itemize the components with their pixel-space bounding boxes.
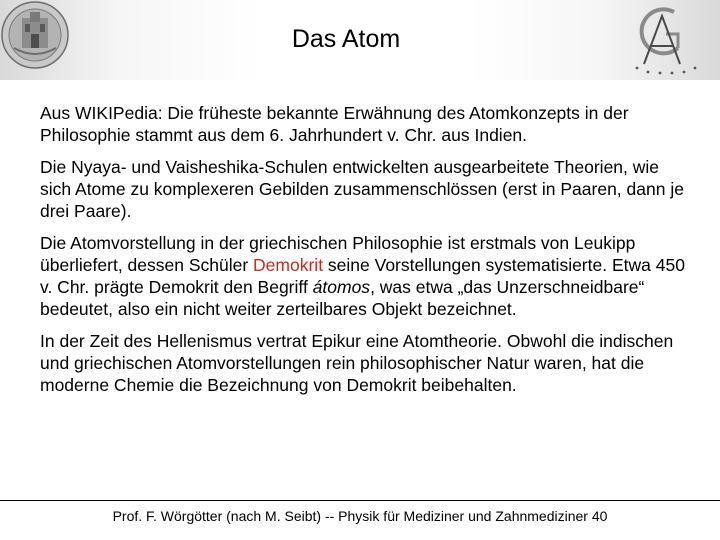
paragraph-3-text-b: seine Vorstellungen systematisierte. Etwa 450 v. Chr. prägte Demokrit den Begriff (40, 255, 685, 297)
paragraph-3-text-a: Die Atomvorstellung in der griechischen Philosophie ist erstmals von Leukipp überliefert, dessen Schüler (40, 233, 636, 275)
slide-title: Das Atom (291, 25, 401, 53)
paragraph-1: Aus WIKIPedia: Die früheste bekannte Erwähnung des Atomkonzepts in der Philosophie stammt aus dem 6. Jahrhundert v. Chr. aus Indien. (40, 103, 629, 145)
slide-body (40, 102, 690, 406)
paragraph-4: In der Zeit des Hellenismus vertrat Epikur eine Atomtheorie. Obwohl die indischen und griechischen Atomvorstellungen rein philosophischer Natur waren, hat die moderne Chemie die Bezeichnung von Demokrit beibehalten. (40, 331, 674, 395)
atomos-term: átomos (312, 277, 371, 297)
slide-footer: Prof. F. Wörgötter (nach M. Seibt) -- Physik für Mediziner und Zahnmediziner 40 (112, 508, 608, 524)
footer-divider (0, 500, 720, 501)
paragraph-3 (40, 232, 690, 320)
paragraph-3-text-c: , was etwa „das Unzerschneidbare“ bedeutet, also ein nicht weiter zerteilbares Objekt bezeichnet. (40, 277, 645, 319)
paragraph-2: Die Nyaya- und Vaisheshika-Schulen entwickelten ausgearbeitete Theorien, wie sich Atome zu komplexeren Gebilden zusammenschlössen (erst in Paaren, dann je drei Paare). (40, 157, 684, 221)
demokrit-highlight: Demokrit (253, 255, 324, 275)
